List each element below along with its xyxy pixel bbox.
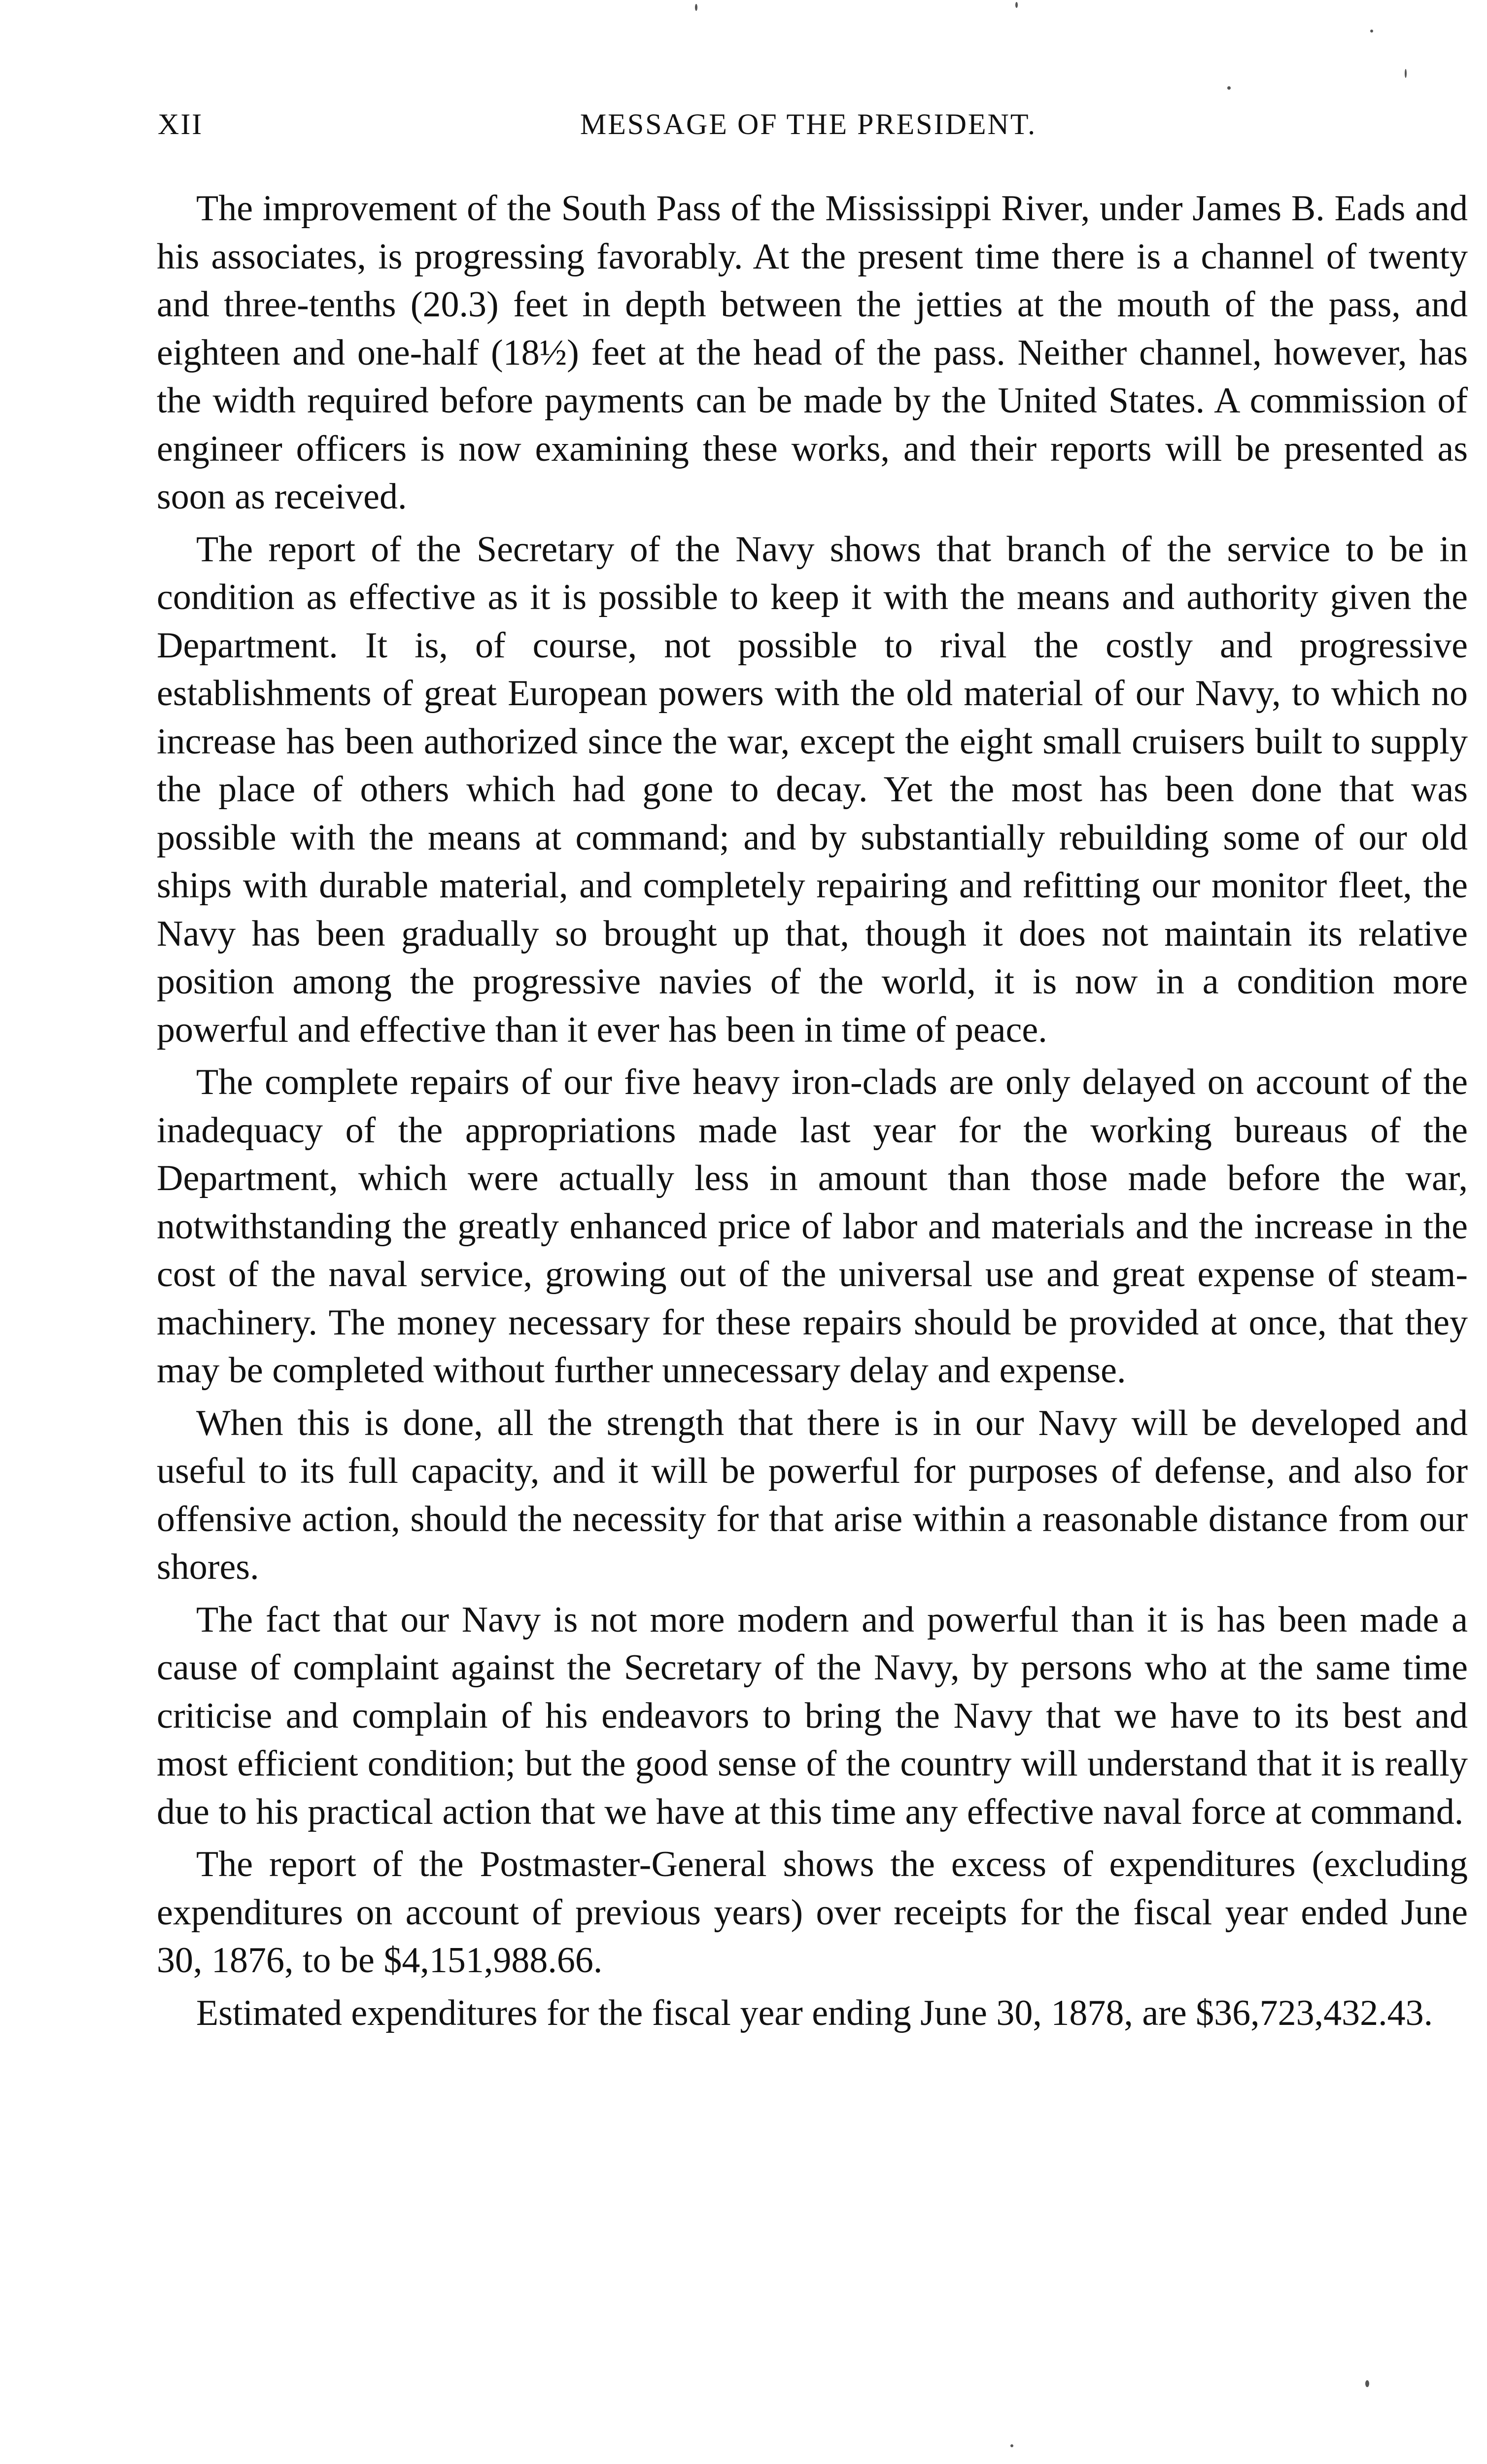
scan-speck: [1365, 2380, 1369, 2387]
paragraph-ironclad-repairs: The complete repairs of our five heavy iron-clads are only delayed on account of the inadequacy of the appropriations made last year for the working bureaus of the Department, which were actually less in amount than those made before the war, notwithstanding the greatly enhanced price of labor and materials and the increase in the cost of the naval service, growing out of the universal use and great expense of steam-machinery. The money necessary for these repairs should be provided at once, that they may be completed without further unnecessary delay and expense.: [157, 1062, 1468, 1391]
paragraph-postmaster-report: The report of the Postmaster-General shows the excess of expenditures (excluding expenditures on account of previous years) over receipts for the fiscal year ended June 30, 1876, to be $4,151,988.66.: [157, 1844, 1468, 1981]
scan-speck: [1370, 30, 1373, 33]
paragraph-estimated-expenditures: Estimated expenditures for the fiscal year ending June 30, 1878, are $36,723,432.43.: [196, 1992, 1433, 2033]
body-text: [157, 185, 1468, 2042]
scan-speck: [1227, 86, 1231, 90]
paragraph-navy-report: The report of the Secretary of the Navy shows that branch of the service to be in condition as effective as it is possible to keep it with the means and authority given the Department. It is, of course, not possible to rival the costly and progressive establishments of great European powers with the old material of our Navy, to which no increase has been authorized since the war, except the eight small cruisers built to supply the place of others which had gone to decay. Yet the most has been done that was possible with the means at command; and by substantially rebuilding some of our old ships with durable material, and completely repairing and refitting our monitor fleet, the Navy has been gradually so brought up that, though it does not maintain its relative position among the progressive navies of the world, it is now in a condition more powerful and effective than it ever has been in time of peace.: [157, 529, 1468, 1050]
paragraph-navy-complaint: The fact that our Navy is not more modern and powerful than it is has been made a cause of complaint against the Secretary of the Navy, by persons who at the same time criticise and complain of his endeavors to bring the Navy that we have to its best and most efficient condition; but the good sense of the country will understand that it is really due to his practical action that we have at this time any effective naval force at command.: [157, 1599, 1468, 1832]
page-title: MESSAGE OF THE PRESIDENT.: [580, 108, 1037, 140]
paragraph-south-pass: The improvement of the South Pass of the Mississippi River, under James B. Eads and his associates, is progressing favorably. At the present time there is a channel of twenty and three-tenths (20.3) feet in depth between the jetties at the mouth of the pass, and eighteen and one-half (18½) feet at the head of the pass. Neither channel, however, has the width required before payments can be made by the United States. A commission of engineer officers is now examining these works, and their reports will be presented as soon as received.: [157, 188, 1468, 517]
scan-speck: [1010, 2444, 1013, 2447]
paragraph-navy-strength: When this is done, all the strength that there is in our Navy will be developed and useful to its full capacity, and it will be powerful for purposes of defense, and also for offensive action, should the necessity for that arise within a reasonable distance from our shores.: [157, 1403, 1468, 1587]
scan-speck: [1015, 2, 1018, 8]
running-head: [158, 107, 1459, 147]
page-number: XII: [158, 108, 204, 140]
scan-speck: [695, 4, 697, 11]
scan-speck: [1405, 69, 1407, 78]
